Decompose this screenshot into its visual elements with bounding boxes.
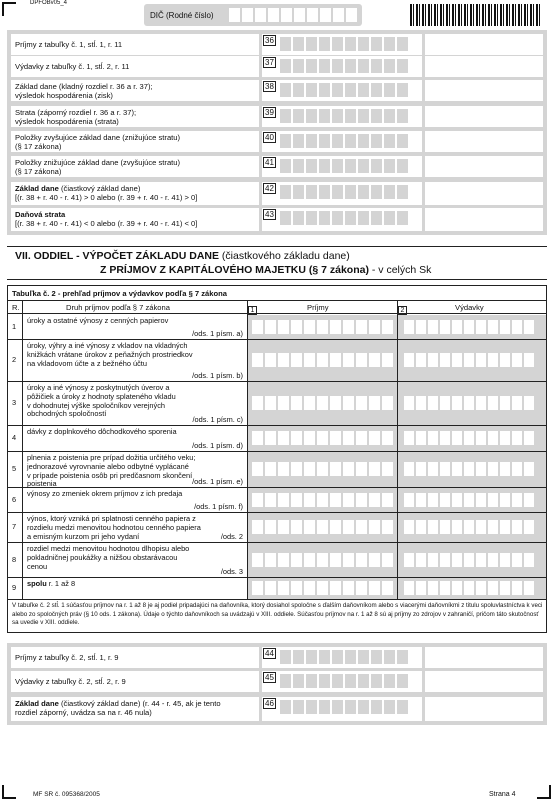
table2-row-6-text — [27, 490, 243, 499]
table2-row-6-expenses-cells[interactable] — [404, 493, 534, 507]
table2-row-7-paragraph: /ods. 2 — [220, 532, 243, 541]
table2-row-3-paragraph: /ods. 1 písm. c) — [192, 415, 243, 424]
label-text: rozdiel medzi menovitou hodnotou dlhopisu alebo pokladničnej poukážky a nižšou obstarávacou cenou — [27, 544, 190, 571]
table2-row-8-paragraph: /ods. 3 — [220, 567, 243, 576]
row-43-input-cells[interactable] — [280, 211, 408, 225]
row-43-label — [15, 210, 197, 228]
label-text: plnenia z poistenia pre prípad dožitia určitého veku; jednorazové vyrovnanie alebo odbytné vyplácané v prípade poistenia osôb pri predčasnom skončení poistenia — [27, 453, 196, 489]
row-40-input-cells[interactable] — [280, 134, 408, 148]
table2-row-5-number: 5 — [12, 464, 17, 473]
row-39-number: 39 — [263, 107, 276, 118]
label-text: dávky z doplnkového dôchodkového sporenia — [27, 427, 177, 436]
table2-row-1-income-cells[interactable] — [252, 320, 393, 334]
table2-caption: Tabuľka č. 2 - prehľad príjmov a výdavkov podľa § 7 zákona — [12, 289, 228, 298]
row-40-label-cell — [11, 131, 259, 152]
section-vii-title: VII. ODDIEL - VÝPOČET ZÁKLADU DANE — [15, 250, 219, 262]
table2-row-8-expenses-cells[interactable] — [404, 553, 534, 567]
table2-row-5-expenses-cells[interactable] — [404, 462, 534, 476]
row-37-label-cell — [11, 56, 259, 77]
label-text: úroky, výhry a iné výnosy z vkladov na vkladných knižkách vrátane úrokov z peňažných prostriedkov na vkladovom účte a z bežného účtu — [27, 341, 193, 368]
row-38-label — [15, 82, 153, 100]
row-36-label-cell — [11, 34, 259, 55]
row-44-input-cells[interactable] — [280, 650, 408, 664]
footer-ref: MF SR č. 095368/2005 — [33, 791, 100, 798]
table2-row-7-income-cells[interactable] — [252, 520, 393, 534]
table2-row-3-number: 3 — [12, 398, 17, 407]
barcode — [410, 4, 540, 26]
row-45-input-cells[interactable] — [280, 674, 408, 688]
label-text: (čiastkový základ dane) (r. 44 - r. 45, ak je tento rozdiel záporný, uvádza sa na r. 46 nula) — [15, 699, 221, 717]
table2-header-income: Príjmy — [307, 303, 329, 312]
row-36-input-cells[interactable] — [280, 37, 408, 51]
row-46-right-cell — [425, 697, 543, 721]
corner-mark-top-left — [2, 2, 16, 16]
dic-label: DIČ (Rodné číslo) — [150, 11, 214, 20]
row-45-number: 45 — [263, 672, 276, 683]
table2-row-divider — [7, 599, 547, 600]
label-text: Položky znižujúce základ dane (zvyšujúce stratu) (§ 17 zákona) — [15, 158, 181, 176]
table2-row-9-text — [27, 580, 243, 589]
row-43-right-cell — [425, 208, 543, 231]
table2-row-3-expenses-cells[interactable] — [404, 396, 534, 410]
table2-row-5-paragraph: /ods. 1 písm. e) — [192, 477, 243, 486]
table2-header-col1-number: 1 — [248, 306, 257, 315]
label-text: Príjmy z tabuľky č. 1, stĺ. 1, r. 11 — [15, 40, 123, 49]
label-bold: Daňová strata — [15, 210, 66, 219]
section-vii-subtitle: Z PRÍJMOV Z KAPITÁLOVÉHO MAJETKU (§ 7 zákona) — [100, 264, 369, 276]
row-37-number: 37 — [263, 57, 276, 68]
table2-header-r: R. — [12, 303, 20, 312]
table2-row-8-number: 8 — [12, 554, 17, 564]
table2-row-6-paragraph: /ods. 1 písm. f) — [194, 502, 243, 511]
row-40-right-cell — [425, 131, 543, 152]
table2-row-4-income-cells[interactable] — [252, 431, 393, 445]
table2-col-divider — [22, 300, 23, 599]
row-40-label — [15, 133, 180, 151]
table2-row-8-income-cells[interactable] — [252, 553, 393, 567]
row-38-right-cell — [425, 80, 543, 101]
table2-row-7-number: 7 — [12, 522, 17, 531]
label-text: Strata (záporný rozdiel r. 36 a r. 37); výsledok hospodárenia (strata) — [15, 108, 137, 126]
row-38-input-cells[interactable] — [280, 83, 408, 97]
table2-row-9-income-cells[interactable] — [252, 581, 393, 595]
form-code: DPFOBv05_4 — [30, 0, 68, 6]
table2-row-1-expenses-cells[interactable] — [404, 320, 534, 334]
page-number: Strana 4 — [489, 791, 516, 798]
table2-row-5-income-cells[interactable] — [252, 462, 393, 476]
label-bold: Základ dane — [15, 184, 59, 193]
row-38-number: 38 — [263, 81, 276, 92]
row-42-label — [15, 184, 197, 202]
row-37-label — [15, 62, 129, 71]
row-42-right-cell — [425, 182, 543, 205]
row-45-label-cell — [11, 671, 259, 692]
row-44-label-cell — [11, 647, 259, 668]
label-text: výnos, ktorý vzniká pri splatnosti cenného papiera z rozdielu medzi menovitou hodnotou cenného papiera a emisným kurzom pri jeho vydaní — [27, 514, 201, 541]
label-text: výnosy zo zmeniek okrem príjmov z ich predaja — [27, 489, 183, 498]
label-text: úroky a iné výnosy z poskytnutých úverov a pôžičiek a úroky z hodnoty splateného vkladu v dohodnutej výške spoločníkov verejných obchodných spoločností — [27, 383, 176, 419]
row-44-right-cell — [425, 647, 543, 668]
table2-row-2-paragraph: /ods. 1 písm. b) — [192, 371, 243, 380]
row-42-label-cell — [11, 182, 259, 205]
row-46-number: 46 — [263, 698, 276, 709]
row-36-number: 36 — [263, 35, 276, 46]
row-46-label-cell — [11, 697, 259, 721]
section-vii-heading — [7, 246, 547, 280]
label-text: (čiastkový základ dane) [(r. 38 + r. 40 - r. 41) > 0 alebo (r. 39 + r. 40 - r. 41) > 0] — [15, 184, 198, 202]
table2-note: V tabuľke č. 2 stĺ. 1 súčasťou príjmov na r. 1 až 8 je aj podiel pripadajúci na daňovníka, ktorý dosiahol spoločne s ďalším daňovníkom alebo s viacerými daňovníkmi z titulu spoluvlastníctva k veci alebo zo spoločných práv (§ 10 ods. 1 zákona). Údaje o týchto daňovníkoch sa uvádzajú v XIII. oddiele. Súčasťou príjmov na r. 1 až 8 sú aj príjmy zo zdrojov v zahraničí, pričom táto skutočnosť sa uvedie v XIII. oddiele. — [12, 602, 543, 626]
row-44-label — [15, 653, 119, 662]
table2-row-7-expenses-cells[interactable] — [404, 520, 534, 534]
label-text: úroky a ostatné výnosy z cenných papierov — [27, 316, 169, 325]
row-41-label — [15, 158, 180, 176]
row-36-label — [15, 40, 122, 49]
row-45-label — [15, 677, 126, 686]
table2-row-2-number: 2 — [12, 355, 17, 364]
table2-row-4-expenses-cells[interactable] — [404, 431, 534, 445]
table2-row-6-income-cells[interactable] — [252, 493, 393, 507]
row-46-label — [15, 699, 221, 717]
table2-header-expenses: Výdavky — [455, 303, 484, 312]
row-36-right-cell — [425, 34, 543, 55]
table2-row-1-paragraph: /ods. 1 písm. a) — [192, 329, 243, 338]
label-text: Položky zvyšujúce základ dane (znižujúce stratu) (§ 17 zákona) — [15, 133, 181, 151]
section-vii-subtitle-suffix: - v celých Sk — [368, 264, 432, 276]
row-39-label-cell — [11, 106, 259, 127]
section-vii-title-suffix: (čiastkového základu dane) — [219, 250, 350, 262]
row-39-input-cells[interactable] — [280, 109, 408, 123]
row-40-number: 40 — [263, 132, 276, 143]
row-37-input-cells[interactable] — [280, 59, 408, 73]
dic-cells[interactable] — [229, 8, 357, 22]
table2-row-2-text — [27, 342, 243, 368]
row-41-input-cells[interactable] — [280, 159, 408, 173]
label-text: Výdavky z tabuľky č. 1, stĺ. 2, r. 11 — [15, 62, 130, 71]
table2-header-col2-number: 2 — [398, 306, 407, 315]
row-38-label-cell — [11, 80, 259, 101]
table2-row-2-income-cells[interactable] — [252, 353, 393, 367]
row-42-input-cells[interactable] — [280, 185, 408, 199]
row-39-label — [15, 108, 136, 126]
table2-row-2-expenses-cells[interactable] — [404, 353, 534, 367]
table2-row-4-number: 4 — [12, 433, 17, 442]
row-37-right-cell — [425, 56, 543, 77]
row-41-number: 41 — [263, 157, 276, 168]
label-bold: spolu — [27, 579, 47, 588]
row-43-number: 43 — [263, 209, 276, 220]
table2-row-9-number: 9 — [12, 583, 17, 592]
label-text: Príjmy z tabuľky č. 2, stĺ. 1, r. 9 — [15, 653, 119, 662]
table2-row-9-expenses-cells[interactable] — [404, 581, 534, 595]
label-text: [(r. 38 + r. 40 - r. 41) < 0 alebo (r. 39 + r. 40 - r. 41) < 0] — [15, 219, 198, 228]
table2-row-4-text — [27, 428, 243, 437]
row-41-right-cell — [425, 156, 543, 177]
corner-mark-bottom-right — [537, 785, 551, 799]
table2-row-4-paragraph: /ods. 1 písm. d) — [192, 441, 243, 450]
row-44-number: 44 — [263, 648, 276, 659]
row-42-number: 42 — [263, 183, 276, 194]
row-46-input-cells[interactable] — [280, 700, 408, 714]
table2-row-6-number: 6 — [12, 494, 17, 504]
corner-mark-bottom-left — [2, 785, 16, 799]
row-41-label-cell — [11, 156, 259, 177]
label-text: Výdavky z tabuľky č. 2, stĺ. 2, r. 9 — [15, 677, 126, 686]
table2-row-1-number: 1 — [12, 321, 17, 331]
row-39-right-cell — [425, 106, 543, 127]
table2-header-kind: Druh príjmov podľa § 7 zákona — [66, 303, 170, 312]
label-text: Základ dane (kladný rozdiel r. 36 a r. 37); výsledok hospodárenia (zisk) — [15, 82, 153, 100]
row-45-right-cell — [425, 671, 543, 692]
row-43-label-cell — [11, 208, 259, 231]
label-bold: Základ dane — [15, 699, 59, 708]
table2-row-3-income-cells[interactable] — [252, 396, 393, 410]
table2-row-1-text — [27, 317, 243, 326]
table2-row-3-text — [27, 384, 243, 419]
label-text: r. 1 až 8 — [46, 579, 76, 588]
